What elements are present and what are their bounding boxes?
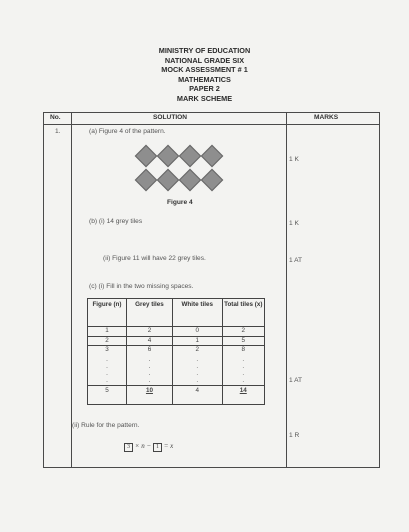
- grey-tile: [135, 169, 158, 192]
- header-total-tiles: Total tiles (x): [222, 299, 265, 327]
- header-figure: Figure (n): [88, 299, 127, 327]
- table-header-divider: [43, 124, 380, 125]
- header-grey-tiles: Grey tiles: [126, 299, 172, 327]
- table-cell: 6: [126, 346, 172, 355]
- table-cell: 2: [88, 336, 127, 346]
- grey-tile: [135, 145, 158, 168]
- table-right-border: [379, 112, 380, 468]
- table-top-border: [43, 112, 380, 113]
- pattern-table: [87, 298, 265, 405]
- table-cell: 2: [222, 327, 265, 337]
- question-number: 1.: [55, 128, 61, 135]
- table-cell: 5: [88, 385, 127, 404]
- table-cell: 1: [172, 336, 222, 346]
- header-ministry: MINISTRY OF EDUCATION: [158, 46, 251, 55]
- grey-tile: [179, 145, 202, 168]
- grey-tile: [179, 169, 202, 192]
- header-white-tiles: White tiles: [172, 299, 222, 327]
- rule-box-multiplier: 3: [124, 443, 133, 452]
- rule-box-constant: 1: [153, 443, 162, 452]
- table-cell: 3: [88, 346, 127, 355]
- table-cell: 2: [172, 346, 222, 355]
- part-b-ii-mark: 1 AT: [289, 257, 303, 264]
- part-c-ii-text: (ii) Rule for the pattern.: [72, 422, 140, 429]
- header-paper: PAPER 2: [189, 84, 220, 94]
- figure-4-caption: Figure 4: [167, 199, 193, 206]
- grey-tile: [157, 169, 180, 192]
- part-b-ii-text: (ii) Figure 11 will have 22 grey tiles.: [103, 255, 206, 262]
- grey-tile: [201, 169, 224, 192]
- table-marks-divider: [286, 112, 287, 468]
- part-c-i-mark: 1 AT: [289, 377, 303, 384]
- header-mark-scheme: MARK SCHEME: [176, 93, 233, 103]
- grey-tile: [157, 145, 180, 168]
- part-a-mark: 1 K: [289, 156, 299, 163]
- part-b-i-text: (b) (i) 14 grey tiles: [89, 218, 143, 225]
- table-no-divider: [71, 112, 72, 468]
- table-cell: 4: [172, 385, 222, 404]
- table-cell: 1: [88, 327, 127, 337]
- table-cell: 2: [126, 327, 172, 337]
- document-header: [0, 46, 409, 104]
- table-cell: 4: [126, 336, 172, 346]
- ellipsis-cell: . . . .: [172, 355, 222, 386]
- part-b-i-mark: 1 K: [289, 220, 299, 227]
- part-a-text: (a) Figure 4 of the pattern.: [89, 128, 166, 135]
- table-header-row: [88, 299, 265, 327]
- ellipsis-cell: . . . .: [88, 355, 127, 386]
- table-row: [88, 346, 265, 355]
- answer-grey-tiles: [126, 385, 172, 404]
- grey-tile: [201, 145, 224, 168]
- table-bottom-border: [43, 467, 380, 468]
- table-row: [88, 336, 265, 346]
- table-row: [88, 327, 265, 337]
- rule-end: = x: [163, 442, 174, 450]
- ellipsis-cell: . . . .: [222, 355, 265, 386]
- column-header-marks: MARKS: [314, 114, 339, 121]
- answer-value: 10: [145, 386, 153, 394]
- table-ellipsis-row: [88, 355, 265, 386]
- header-grade: NATIONAL GRADE SIX: [164, 55, 245, 65]
- part-c-i-text: (c) (i) Fill in the two missing spaces.: [89, 283, 194, 290]
- rule-middle: × n −: [134, 442, 152, 450]
- table-row-filled: [88, 385, 265, 404]
- answer-value: 14: [239, 386, 247, 394]
- header-assessment: MOCK ASSESSMENT # 1: [161, 65, 248, 75]
- answer-total-tiles: [222, 385, 265, 404]
- table-left-border: [43, 112, 44, 468]
- header-subject: MATHEMATICS: [178, 74, 231, 84]
- column-header-no: No.: [50, 114, 61, 121]
- rule-formula: [124, 442, 173, 452]
- table-cell: 8: [222, 346, 265, 355]
- ellipsis-cell: . . . .: [126, 355, 172, 386]
- table-cell: 5: [222, 336, 265, 346]
- column-header-solution: SOLUTION: [153, 114, 188, 121]
- part-c-ii-mark: 1 R: [289, 432, 300, 439]
- table-cell: 0: [172, 327, 222, 337]
